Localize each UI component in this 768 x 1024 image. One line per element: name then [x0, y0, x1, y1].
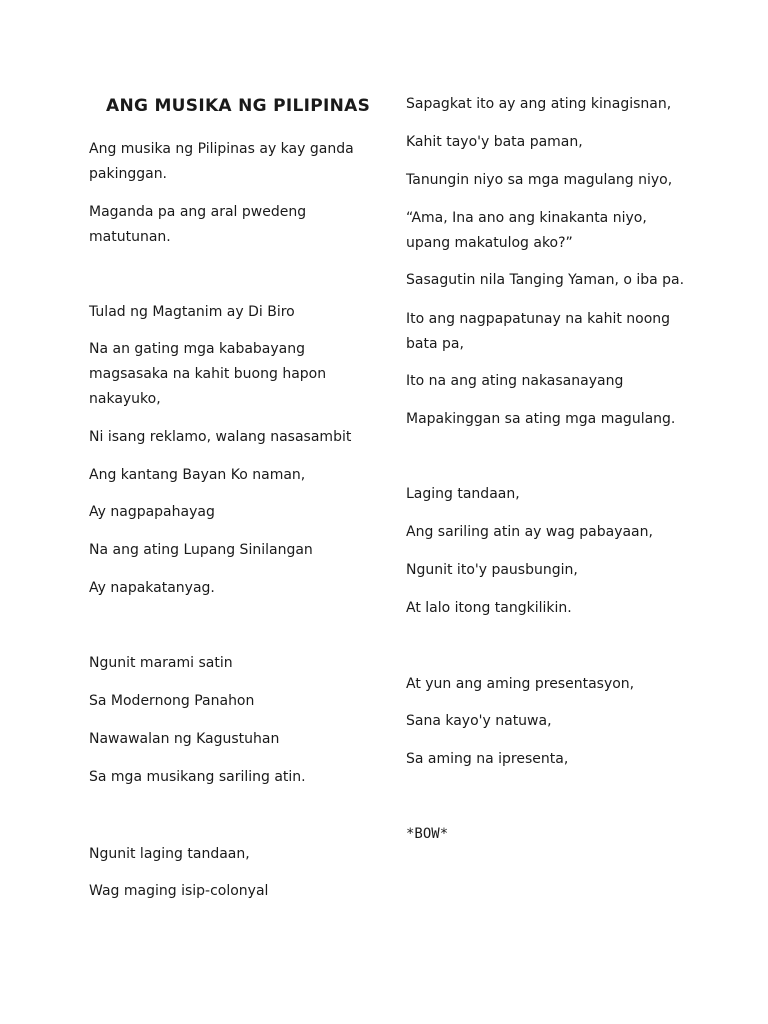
poem-line: Sasagutin nila Tanging Yaman, o iba pa.: [406, 272, 685, 288]
poem-line: Laging tandaan,: [406, 486, 520, 502]
poem-line: Nawawalan ng Kagustuhan: [89, 731, 280, 747]
poem-line: Sa aming na ipresenta,: [406, 751, 569, 767]
poem-line: Sapagkat ito ay ang ating kinagisnan,: [406, 96, 672, 112]
poem-line-bow: *BOW*: [406, 826, 449, 842]
poem-title: ANG MUSIKA NG PILIPINAS: [106, 96, 371, 116]
poem-line: Mapakinggan sa ating mga magulang.: [406, 411, 676, 427]
poem-line: Na ang ating Lupang Sinilangan: [89, 542, 313, 558]
poem-line: Na an gating mga kababayang: [89, 341, 306, 357]
poem-line: matutunan.: [89, 229, 171, 245]
poem-line: Ngunit marami satin: [89, 655, 233, 671]
poem-line: Ang musika ng Pilipinas ay kay ganda: [89, 141, 354, 157]
poem-line: Ngunit laging tandaan,: [89, 846, 250, 862]
poem-line: Ngunit ito'y pausbungin,: [406, 562, 578, 578]
poem-line: Maganda pa ang aral pwedeng: [89, 204, 307, 220]
poem-line: “Ama, Ina ano ang kinakanta niyo,: [406, 210, 647, 226]
poem-line: Kahit tayo'y bata paman,: [406, 134, 583, 150]
poem-line: Tanungin niyo sa mga magulang niyo,: [406, 172, 673, 188]
poem-line: Ay napakatanyag.: [89, 580, 215, 596]
poem-line: Sa mga musikang sariling atin.: [89, 769, 306, 785]
poem-line: nakayuko,: [89, 391, 161, 407]
poem-line: At yun ang aming presentasyon,: [406, 676, 635, 692]
poem-line: Ni isang reklamo, walang nasasambit: [89, 429, 352, 445]
poem-line: Ang kantang Bayan Ko naman,: [89, 467, 306, 483]
poem-line: Wag maging isip-colonyal: [89, 883, 269, 899]
poem-line: Tulad ng Magtanim ay Di Biro: [89, 304, 295, 320]
poem-line: Ito ang nagpapatunay na kahit noong: [406, 311, 671, 327]
poem-line: pakinggan.: [89, 166, 168, 182]
poem-line: bata pa,: [406, 336, 464, 352]
poem-line: upang makatulog ako?”: [406, 235, 573, 251]
poem-line: Ito na ang ating nakasanayang: [406, 373, 624, 389]
poem-line: Ay nagpapahayag: [89, 504, 215, 520]
poem-line: Sana kayo'y natuwa,: [406, 713, 552, 729]
poem-line: magsasaka na kahit buong hapon: [89, 366, 327, 382]
poem-line: Sa Modernong Panahon: [89, 693, 255, 709]
poem-line: At lalo itong tangkilikin.: [406, 600, 572, 616]
poem-line: Ang sariling atin ay wag pabayaan,: [406, 524, 653, 540]
